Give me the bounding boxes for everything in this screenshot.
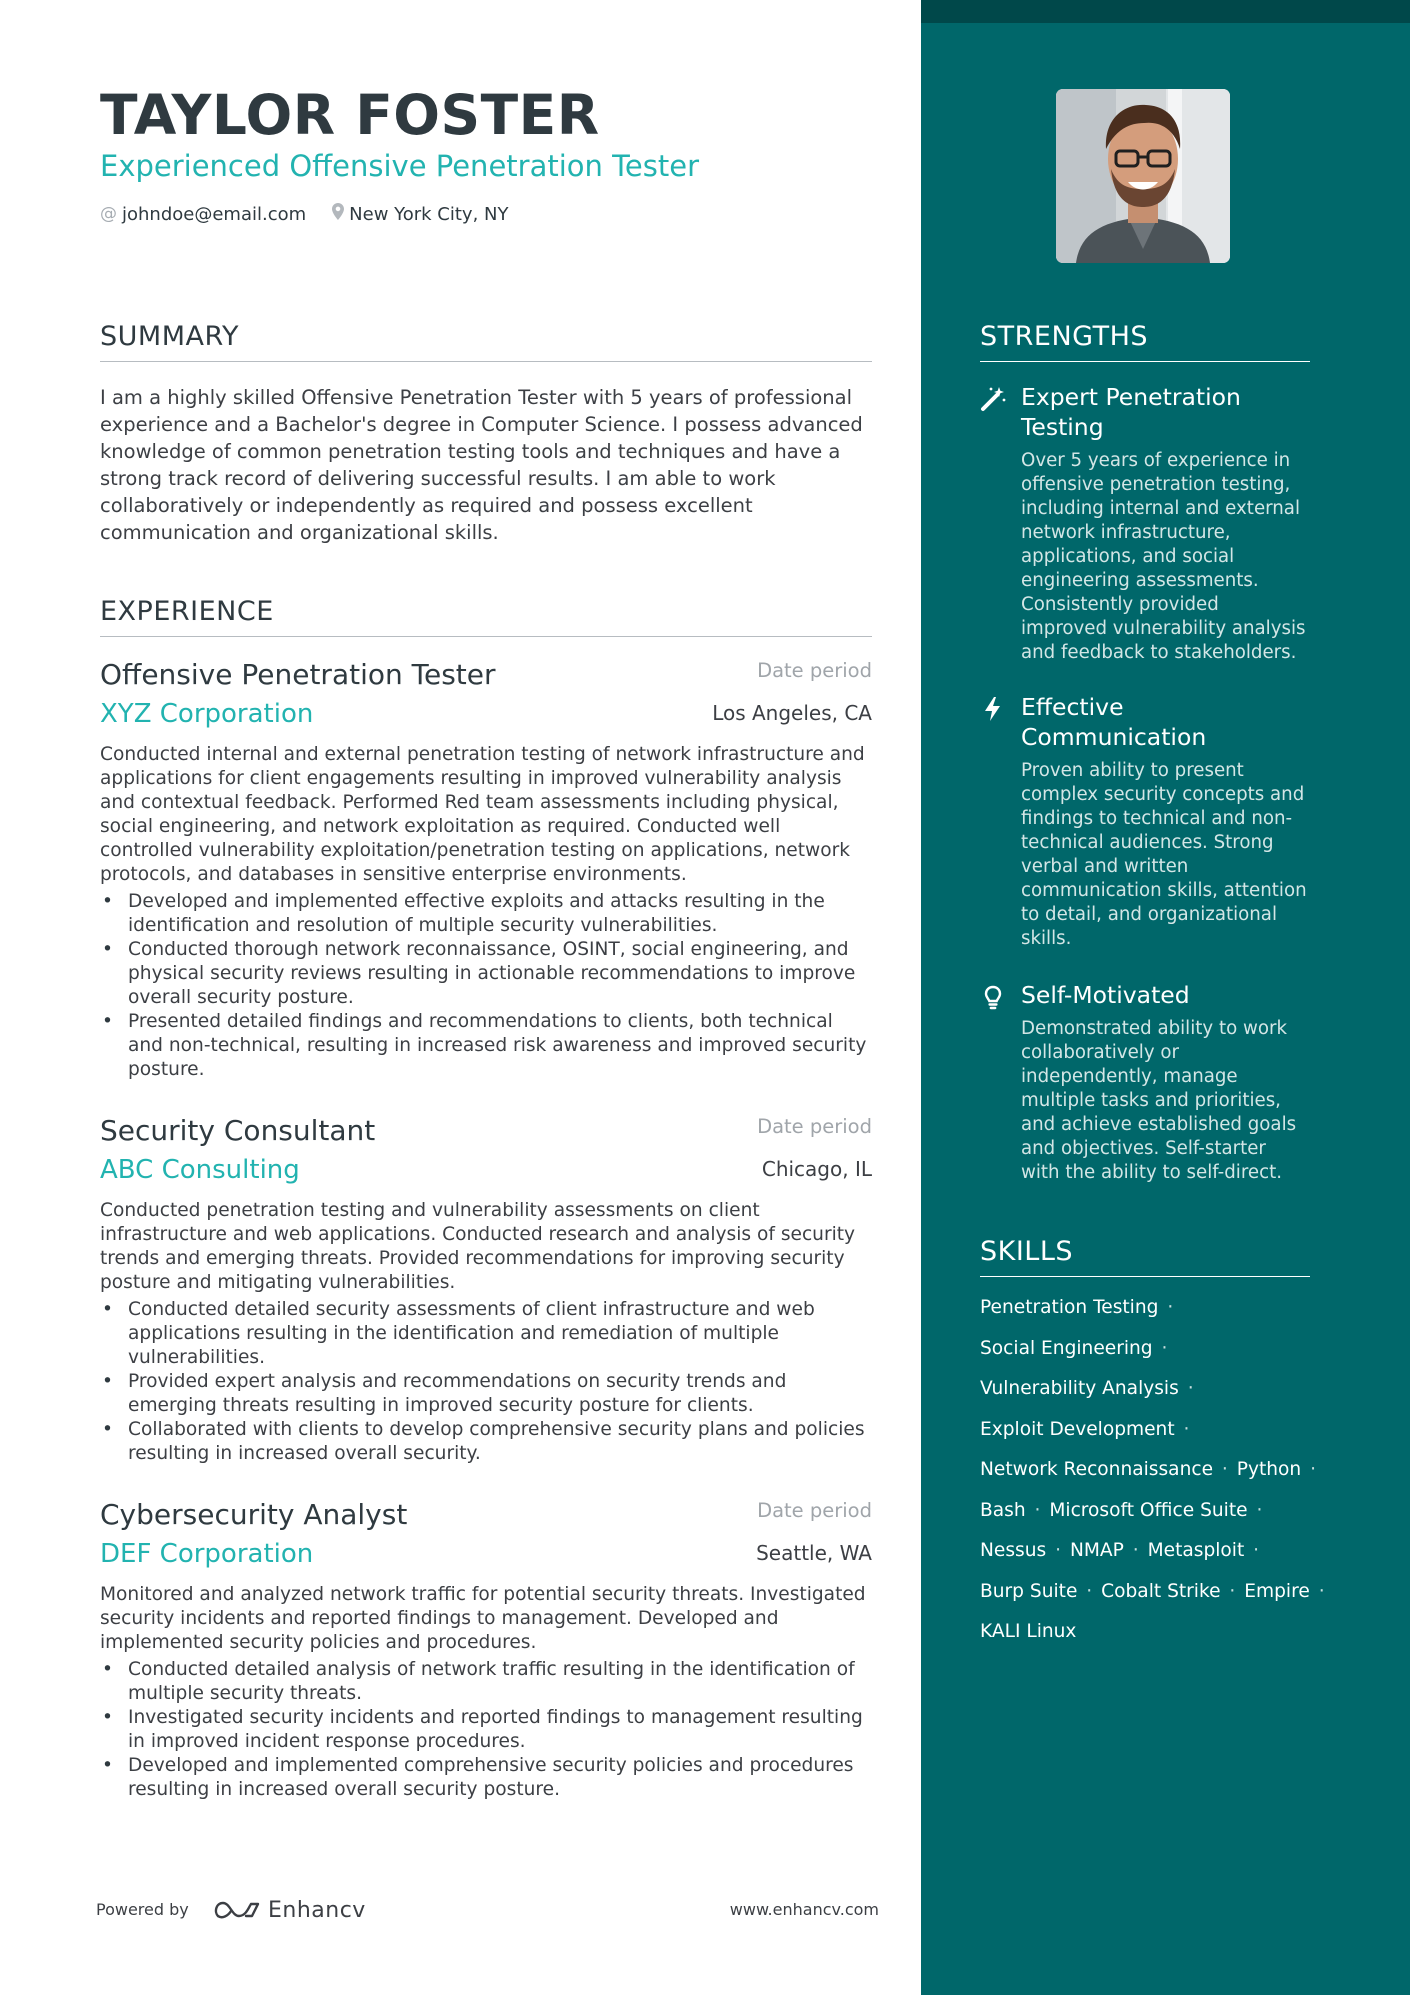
enhancv-logo[interactable] [214, 1893, 366, 1927]
job-location: Seattle, WA [756, 1541, 872, 1565]
contact-info [100, 202, 534, 226]
skill-tag: Exploit Development [980, 1418, 1175, 1440]
skill-tag: Bash [980, 1499, 1026, 1521]
job-bullet: • Developed and implemented comprehensive security policies and procedures resulting in increased overall security posture. [128, 1754, 872, 1802]
strength-title: Effective Communication [1021, 693, 1207, 751]
candidate-title: Experienced Offensive Penetration Tester [100, 149, 699, 183]
lightbulb-icon [980, 984, 1006, 1010]
job-bullet: • Provided expert analysis and recommendations on security trends and emerging threats resulting in improved security posture for clients. [128, 1370, 872, 1418]
job-bullets [100, 890, 872, 1082]
candidate-name: TAYLOR FOSTER [100, 83, 600, 147]
skills-row: Penetration Testing · [980, 1297, 1174, 1318]
location-text: New York City, NY [349, 203, 509, 225]
job-role: Cybersecurity Analyst [100, 1498, 408, 1531]
job-description: Conducted internal and external penetration testing of network infrastructure and applications for client engagements resulting in improved vulnerability analysis and contextual feedback. Performed Red team assessments including physical, social engineering, and network exploitation as required. Conducted well controlled vulnerability exploitation/penetration testing on applications, network protocols, and databases in sensitive enterprise environments. [100, 744, 865, 885]
skill-tag: Python [1236, 1459, 1302, 1480]
job-entry-2 [100, 1113, 872, 1466]
powered-by-text: Powered by [96, 1900, 189, 1919]
skills-heading: SKILLS [980, 1235, 1310, 1277]
job-description: Monitored and analyzed network traffic for potential security threats. Investigated security incidents and reported findings to management. Developed and implemented security policies and procedures. [100, 1584, 866, 1653]
skill-tag: Penetration Testing [980, 1297, 1159, 1318]
skill-tag: Cobalt Strike [1101, 1580, 1221, 1602]
skill-tag: Empire [1244, 1580, 1310, 1602]
skill-tag: Network Reconnaissance [980, 1459, 1214, 1480]
skills-row [980, 1620, 1315, 1661]
skills-row: Vulnerability Analysis · [980, 1378, 1194, 1399]
skill-tag: Microsoft Office Suite [1049, 1499, 1248, 1521]
summary-text: I am a highly skilled Offensive Penetration Tester with 5 years of professional experience and a Bachelor's degree in Computer Science. I possess advanced knowledge of common penetration testing tools and techniques and have a strong track record of delivering successful results. I am able to work collaboratively or independently as required and possess excellent communication and organizational skills. [100, 386, 863, 544]
email-text: johndoe@email.com [122, 203, 307, 225]
strength-item-2 [980, 692, 1310, 951]
skills-row: Burp Suite · Cobalt Strike · Empire · [980, 1580, 1325, 1602]
email-item[interactable] [100, 204, 306, 225]
strength-title: Self-Motivated [1021, 981, 1190, 1009]
job-location: Los Angeles, CA [712, 701, 872, 725]
job-bullet: • Collaborated with clients to develop comprehensive security plans and policies resulting in increased overall security. [128, 1418, 872, 1466]
summary-heading: SUMMARY [100, 320, 872, 362]
job-bullet: • Investigated security incidents and reported findings to management resulting in improved incident response procedures. [128, 1706, 872, 1754]
skills-row: Nessus · NMAP · Metasploit · [980, 1540, 1260, 1561]
magic-wand-icon [980, 386, 1006, 412]
lightning-bolt-icon [980, 696, 1006, 722]
skill-tag: Metasploit [1147, 1540, 1245, 1561]
skills-row: Bash · Microsoft Office Suite · [980, 1499, 1263, 1521]
job-entry-3 [100, 1497, 872, 1802]
job-bullets [100, 1658, 872, 1802]
job-date: Date period [757, 1115, 872, 1138]
job-bullet: • Presented detailed findings and recommendations to clients, both technical and non-technical, resulting in increased risk awareness and improved security posture. [128, 1010, 872, 1082]
skills-row: Exploit Development · [980, 1418, 1190, 1440]
job-bullet: • Developed and implemented effective exploits and attacks resulting in the identification and resolution of multiple security vulnerabilities. [128, 890, 872, 938]
enhancv-logo-icon [214, 1898, 262, 1922]
job-location: Chicago, IL [761, 1157, 872, 1181]
job-company: XYZ Corporation [100, 699, 314, 729]
footer [96, 1893, 879, 1927]
job-bullets [100, 1298, 872, 1466]
strength-description: Demonstrated ability to work collaboratively or independently, manage multiple tasks and priorities, and achieve established goals and objectives. Self-starter with the ability to self-direct. [1021, 1018, 1297, 1183]
job-bullet: • Conducted detailed analysis of network traffic resulting in the identification of multiple security threats. [128, 1658, 872, 1706]
strength-item-3 [980, 980, 1310, 1185]
strength-title: Expert Penetration Testing [1021, 383, 1241, 441]
skill-tag: Social Engineering [980, 1337, 1153, 1359]
sidebar-top-bar [921, 0, 1410, 23]
strength-description: Proven ability to present complex security concepts and findings to technical and non-technical audiences. Strong verbal and written communication skills, attention to detail, and organizational skills. [1021, 760, 1307, 949]
job-company: DEF Corporation [100, 1539, 314, 1569]
skill-tag: Burp Suite [980, 1580, 1078, 1602]
skill-tag: NMAP [1069, 1540, 1124, 1561]
job-description: Conducted penetration testing and vulnerability assessments on client infrastructure and web applications. Conducted research and analysis of security trends and emerging threats. Provided recommendations for improving security posture and mitigating vulnerabilities. [100, 1200, 856, 1293]
profile-photo [1056, 89, 1230, 263]
skills-list [980, 1296, 1325, 1661]
job-role: Offensive Penetration Tester [100, 658, 496, 691]
sidebar [921, 0, 1410, 1995]
at-sign-icon: @ [100, 204, 117, 224]
skills-row: Social Engineering · [980, 1337, 1168, 1359]
job-entry-1 [100, 657, 872, 1082]
job-date: Date period [757, 1499, 872, 1522]
skill-tag: Nessus [980, 1540, 1047, 1561]
strength-description: Over 5 years of experience in offensive penetration testing, including internal and external network infrastructure, applications, and social engineering assessments. Consistently provided improved vulnerability analysis and feedback to stakeholders. [1021, 450, 1306, 663]
skill-tag: Vulnerability Analysis [980, 1378, 1179, 1399]
experience-heading: EXPERIENCE [100, 595, 872, 637]
job-bullet: • Conducted detailed security assessments of client infrastructure and web applications resulting in the identification and remediation of multiple vulnerabilities. [128, 1298, 872, 1370]
job-date: Date period [757, 659, 872, 682]
skill-tag: KALI Linux [980, 1621, 1077, 1642]
location-item [332, 203, 508, 225]
strength-item-1 [980, 382, 1310, 665]
job-bullet: • Conducted thorough network reconnaissance, OSINT, social engineering, and physical security reviews resulting in actionable recommendations to improve overall security posture. [128, 938, 872, 1010]
location-pin-icon [332, 203, 344, 225]
enhancv-logo-text: Enhancv [268, 1897, 366, 1923]
job-company: ABC Consulting [100, 1155, 300, 1185]
strengths-heading: STRENGTHS [980, 320, 1310, 362]
skills-row: Network Reconnaissance · Python · [980, 1459, 1317, 1480]
job-role: Security Consultant [100, 1114, 376, 1147]
footer-url[interactable]: www.enhancv.com [729, 1900, 879, 1919]
